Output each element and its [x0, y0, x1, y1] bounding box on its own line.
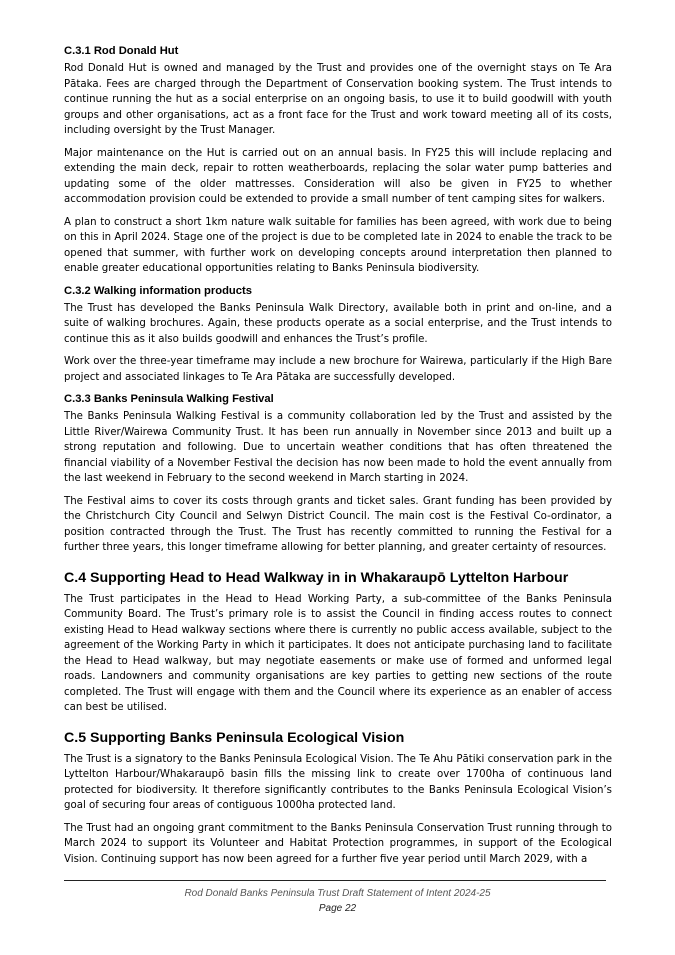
paragraph-c32-2: Work over the three-year timeframe may include a new brochure for Wairewa, particularly if the High Bare project and associated linkages to Te Ara Pātaka are successfully developed. [64, 356, 612, 383]
paragraph-c5-2: The Trust had an ongoing grant commitment to the Banks Peninsula Conservation Trust running through to March 2024 to support its Volunteer and Habitat Protection programmes, in support of the Ecological Vision. Continuing support has now been agreed for a further five year period until March 2029, with a [64, 822, 612, 865]
section-heading-c5: C.5 Supporting Banks Peninsula Ecological Vision [64, 729, 405, 746]
paragraph-c33-1: The Banks Peninsula Walking Festival is a community collaboration led by the Trust and assisted by the Little River/Wairewa Community Trust. It has been run annually in November since 2013 and built up a strong reputation and following. Due to uncertain weather conditions that has often threatened the financial viability of a November Festival the decision has now been made to hold the event annually from the last weekend in February to the second weekend in March starting in 2024. [64, 411, 612, 484]
section-heading-c33: C.3.3 Banks Peninsula Walking Festival [64, 393, 274, 405]
section-heading-c4: C.4 Supporting Head to Head Walkway in in Whakaraupō Lyttelton Harbour [64, 569, 569, 586]
footer-divider [64, 880, 606, 881]
document-body [64, 44, 612, 874]
paragraph-c4-1: The Trust participates in the Head to Head Working Party, a sub-committee of the Banks Peninsula Community Board. The Trust’s primary role is to assist the Council in finding access routes to connect existing Head to Head walkway sections where there is currently no public access available, subject to the agreement of the Working Party in which it participates. It does not anticipate purchasing land to facilitate the Head to Head walkway, but may negotiate easements or make use of formed and unformed legal roads. Landowners and community organisations are key parties to getting new sections of the route completed. The Trust will engage with them and the Council where its experience as an enabler of access can best be utilised. [64, 593, 612, 713]
paragraph-c31-3: A plan to construct a short 1km nature walk suitable for families has been agreed, with work due to being on this in April 2024. Stage one of the project is due to be completed late in 2024 to enable the track to be opened that summer, with further work on developing concepts around interpretation then planned to enable greater educational opportunities relating to Banks Peninsula biodiversity. [64, 216, 612, 274]
section-heading-c31: C.3.1 Rod Donald Hut [64, 45, 179, 57]
section-heading-c32: C.3.2 Walking information products [64, 284, 252, 297]
footer-title: Rod Donald Banks Peninsula Trust Draft Statement of Intent 2024-25 [184, 888, 491, 899]
paragraph-c33-2: The Festival aims to cover its costs through grants and ticket sales. Grant funding has been provided by the Christchurch City Council and Selwyn District Council. The main cost is the Festival Co-ordinator, a position contracted through the Trust. The Trust has recently committed to running the Festival for a further three years, this longer timeframe allowing for better planning, and greater certainty of resources. [64, 495, 612, 553]
page-number: Page 22 [318, 903, 357, 914]
paragraph-c5-1: The Trust is a signatory to the Banks Peninsula Ecological Vision. The Te Ahu Pātiki conservation park in the Lyttelton Harbour/Whakaraupō basin fills the missing link to create over 1700ha of continuous land protected for biodiversity. It therefore significantly contributes to the Banks Peninsula Ecological Vision’s goal of securing four areas of contiguous 1000ha protected land. [64, 753, 612, 811]
paragraph-c31-1: Rod Donald Hut is owned and managed by the Trust and provides one of the overnight stays on Te Ara Pātaka. Fees are charged through the Department of Conservation booking system. The Trust intends to continue running the hut as a social enterprise on an ongoing basis, to use it to build goodwill with youth groups and other organisations, act as a front face for the Trust and work toward meeting all of its costs, including oversight by the Trust Manager. [64, 63, 612, 136]
paragraph-c31-2: Major maintenance on the Hut is carried out on an annual basis. In FY25 this will include replacing and extending the main deck, repair to rotten weatherboards, replacing the solar water pump batteries and updating some of the older mattresses. Consideration will also be given in FY25 to whether accommodation provision could be extended to provide a small number of tent camping sites for walkers. [64, 147, 612, 205]
paragraph-c32-1: The Trust has developed the Banks Peninsula Walk Directory, available both in print and on-line, and a suite of walking brochures. Again, these products operate as a social enterprise, and the Trust intends to continue this as it also builds goodwill and enhances the Trust’s profile. [64, 302, 612, 345]
